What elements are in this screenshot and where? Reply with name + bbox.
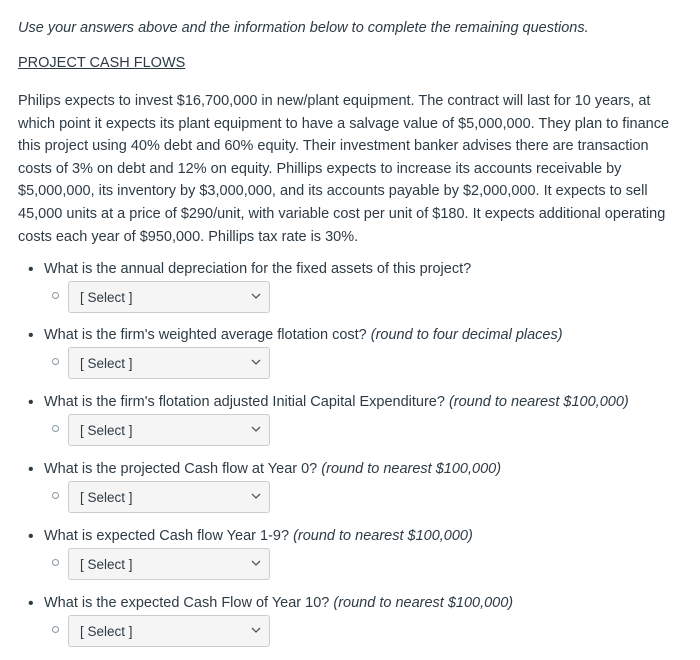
answer-select-6[interactable] <box>68 615 270 647</box>
bullet-icon: • <box>28 595 34 612</box>
question-3-note: (round to nearest $100,000) <box>448 394 629 410</box>
chevron-down-icon <box>251 493 261 500</box>
radio-icon <box>52 626 59 633</box>
instructions-text: Use your answers above and the information below to complete the remaining questions. <box>18 20 589 36</box>
chevron-down-icon <box>251 293 261 300</box>
chevron-down-icon <box>251 627 261 634</box>
question-5-note: (round to nearest $100,000) <box>293 528 473 544</box>
chevron-down-icon <box>251 560 261 567</box>
question-3-text <box>28 394 688 410</box>
question-4-note: (round to nearest $100,000) <box>321 461 502 477</box>
question-6-label: What is the expected Cash Flow of Year 10? <box>44 595 330 611</box>
answer-row-6 <box>52 613 312 649</box>
bullet-icon: • <box>28 261 34 278</box>
question-1-label: What is the annual depreciation for the fixed assets of this project? <box>44 261 472 277</box>
question-6 <box>28 595 688 639</box>
radio-icon <box>52 492 59 499</box>
answer-row-3 <box>52 412 312 448</box>
answer-row-4 <box>52 479 312 515</box>
answer-select-3[interactable] <box>68 414 270 446</box>
question-2 <box>28 327 688 371</box>
question-4-text <box>28 461 688 477</box>
select-placeholder: [ Select ] <box>80 356 133 371</box>
question-3 <box>28 394 688 438</box>
bullet-icon: • <box>28 394 34 411</box>
chevron-down-icon <box>251 426 261 433</box>
radio-icon <box>52 292 59 299</box>
answer-select-4[interactable] <box>68 481 270 513</box>
select-placeholder: [ Select ] <box>80 290 133 305</box>
radio-icon <box>52 425 59 432</box>
question-6-text <box>28 595 688 611</box>
bullet-icon: • <box>28 327 34 344</box>
chevron-down-icon <box>251 359 261 366</box>
answer-row-2 <box>52 345 312 381</box>
question-3-label: What is the firm's flotation adjusted Initial Capital Expenditure? <box>44 394 445 410</box>
select-placeholder: [ Select ] <box>80 557 133 572</box>
question-5 <box>28 528 688 572</box>
answer-row-1 <box>52 279 312 315</box>
question-2-label: What is the firm's weighted average flotation cost? <box>44 327 367 343</box>
question-5-label: What is expected Cash flow Year 1-9? <box>44 528 290 544</box>
question-2-text <box>28 327 688 343</box>
section-title: PROJECT CASH FLOWS <box>18 55 186 71</box>
question-4 <box>28 461 688 505</box>
question-5-text <box>28 528 688 544</box>
select-placeholder: [ Select ] <box>80 490 133 505</box>
question-2-note: (round to four decimal places) <box>370 327 563 343</box>
question-1-text <box>28 261 688 277</box>
bullet-icon: • <box>28 461 34 478</box>
question-6-note: (round to nearest $100,000) <box>333 595 514 611</box>
select-placeholder: [ Select ] <box>80 624 133 639</box>
radio-icon <box>52 358 59 365</box>
answer-row-5 <box>52 546 312 582</box>
question-1 <box>28 261 688 305</box>
answer-select-5[interactable] <box>68 548 270 580</box>
select-placeholder: [ Select ] <box>80 423 133 438</box>
problem-description: Philips expects to invest $16,700,000 in new/plant equipment. The contract will last for 10 years, at which point it expects its plant equipment to have a salvage value of $5,000,000. They plan to finance this project using 40% debt and 60% equity. Their investment banker advises there are transaction costs of 3% on debt and 12% on equity. Phillips expects to increase its accounts receivable by $5,000,000, its inventory by $3,000,000, and its accounts payable by $2,000,000. It expects to sell 45,000 units at a price of $290/unit, with variable cost per unit of $180. It expects additional operating costs each year of $950,000. Phillips tax rate is 30%. <box>18 93 670 245</box>
answer-select-2[interactable] <box>68 347 270 379</box>
bullet-icon: • <box>28 528 34 545</box>
question-4-label: What is the projected Cash flow at Year 0? <box>44 461 318 477</box>
radio-icon <box>52 559 59 566</box>
answer-select-1[interactable] <box>68 281 270 313</box>
